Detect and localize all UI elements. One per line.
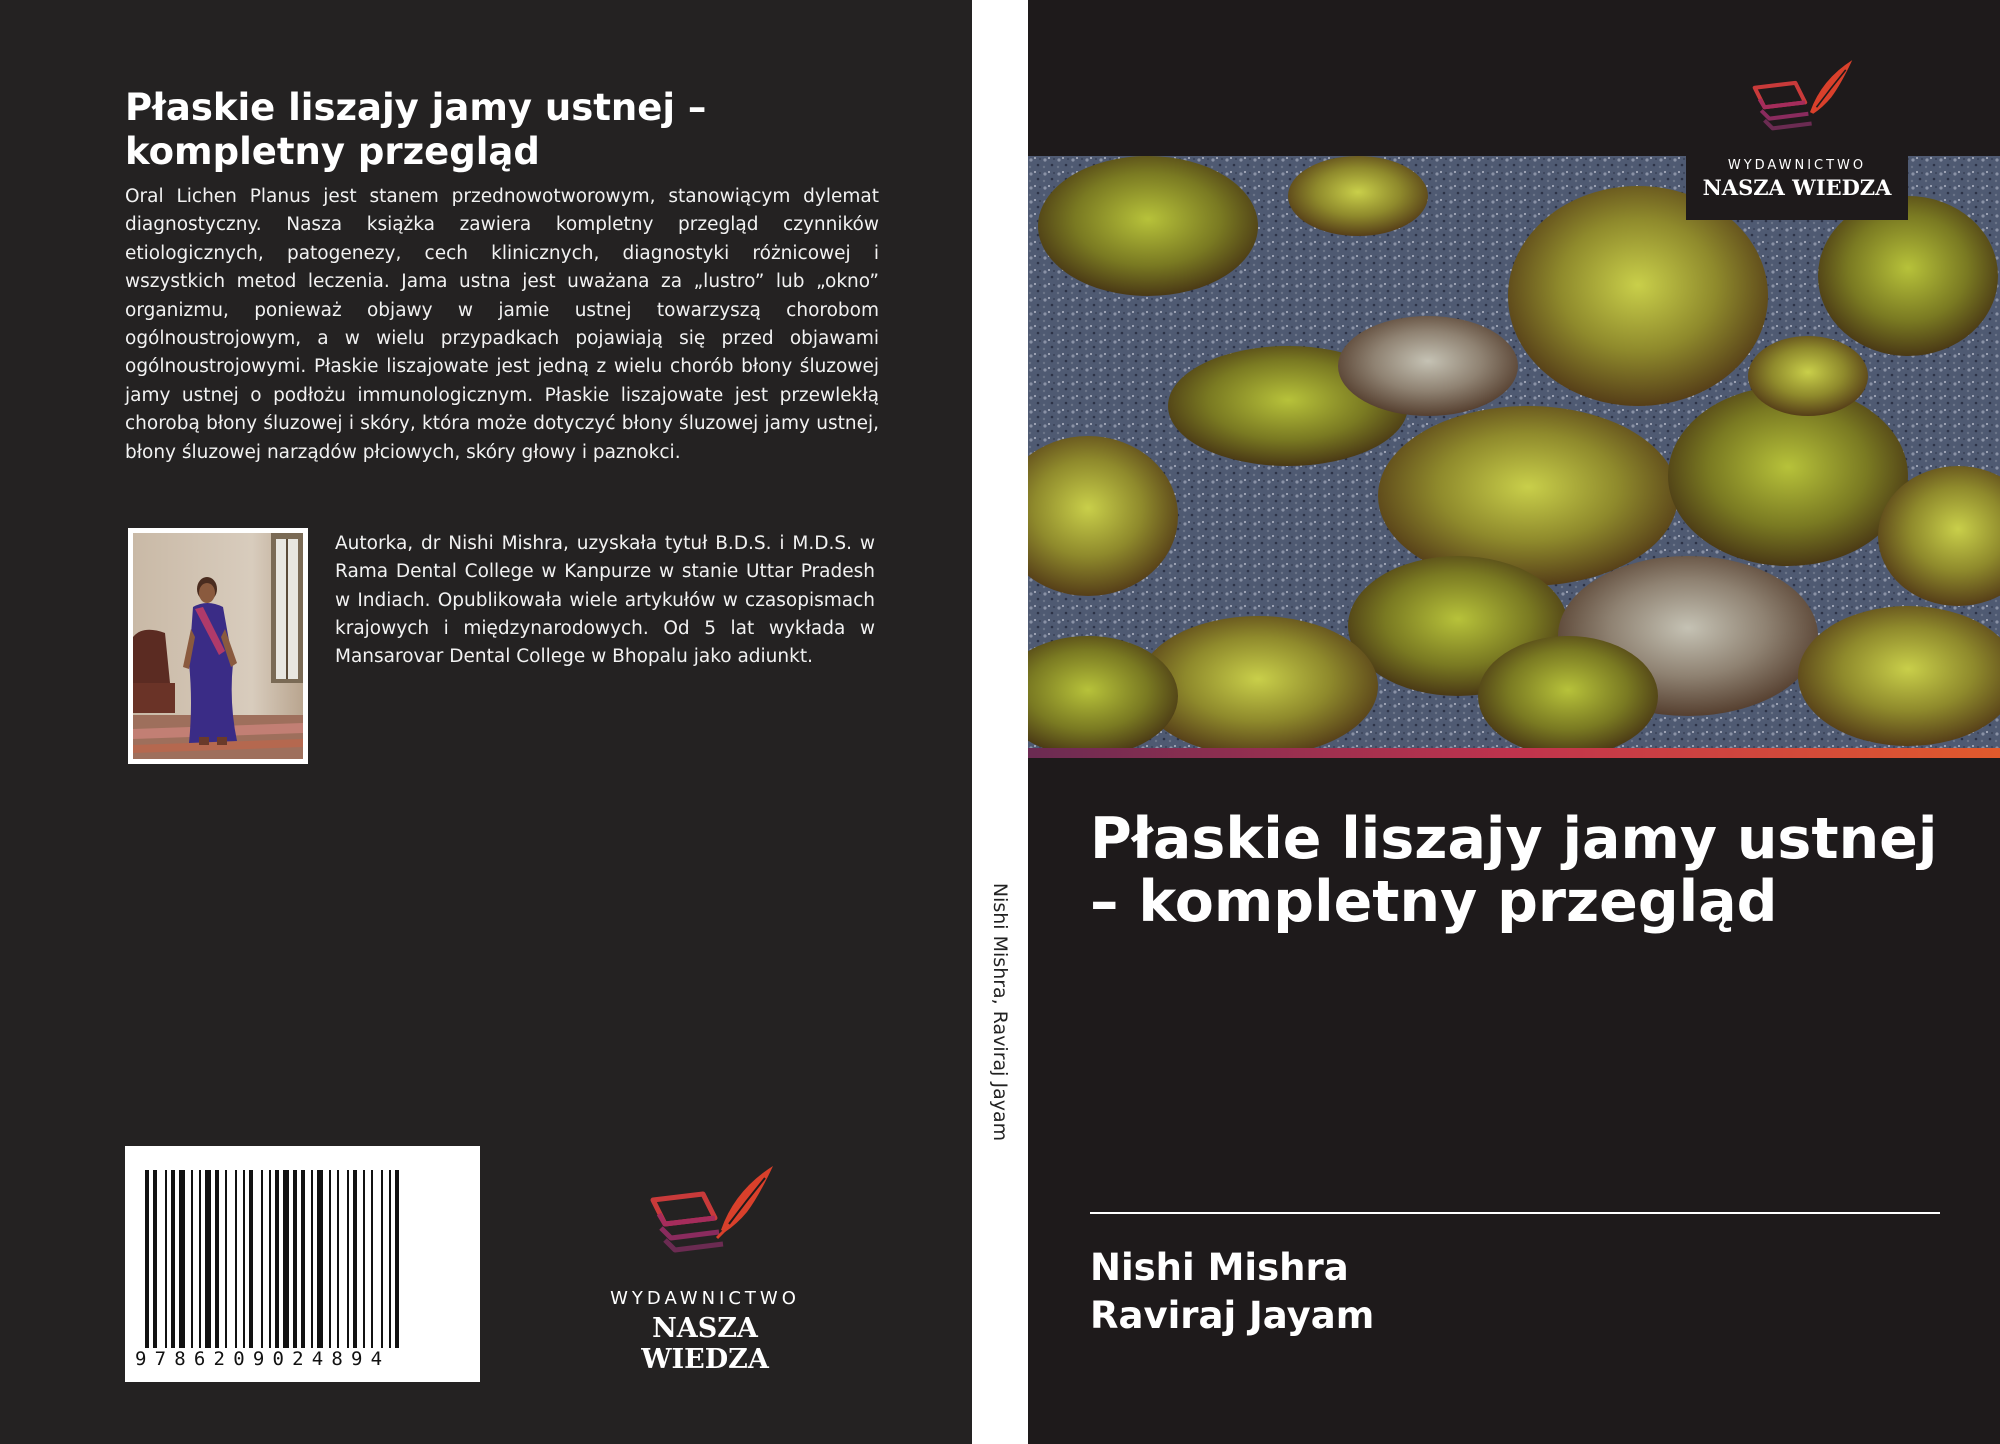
barcode-bar [249, 1170, 253, 1350]
moss-cover-photo [1028, 156, 2000, 748]
isbn-digits: 9786209024894 [135, 1348, 470, 1370]
moss-clump [1288, 156, 1428, 236]
barcode-bar [261, 1170, 263, 1350]
barcode-bar [235, 1170, 237, 1350]
front-publisher-logo [1686, 50, 1908, 220]
barcode-bar [381, 1170, 383, 1350]
moss-clump [1378, 406, 1678, 586]
barcode-bar [269, 1170, 271, 1366]
author-portrait-image [133, 533, 303, 759]
front-title-line-1: Płaskie liszajy jamy ustnej [1090, 806, 1938, 872]
author-name-1: Nishi Mishra [1090, 1246, 1349, 1289]
author-photo [128, 528, 308, 764]
barcode-bar [283, 1170, 289, 1350]
front-logo-brand: NASZA WIEDZA [1702, 175, 1892, 200]
back-cover [0, 0, 972, 1444]
back-logo-brand: NASZA WIEDZA [641, 1313, 769, 1375]
barcode-bar [225, 1170, 227, 1350]
barcode-bar [199, 1170, 201, 1350]
barcode-bar [293, 1170, 297, 1350]
barcode-bar [171, 1170, 175, 1350]
front-logo-word: WYDAWNICTWO [1727, 158, 1867, 173]
barcode-bar [301, 1170, 305, 1350]
barcode-bar [165, 1170, 167, 1350]
front-authors [1090, 1244, 1940, 1340]
barcode-bar [153, 1170, 157, 1366]
moss-clump [1338, 316, 1518, 416]
isbn-barcode [125, 1146, 480, 1382]
barcode-bar [275, 1170, 279, 1366]
barcode-bar [353, 1170, 357, 1350]
author-name-2: Raviraj Jayam [1090, 1294, 1375, 1337]
spine-authors: Nishi Mishra, Raviraj Jayam [989, 882, 1011, 1142]
front-cover [1028, 0, 2000, 1444]
barcode-bar [145, 1170, 149, 1366]
back-title-line-1: Płaskie liszajy jamy ustnej – [125, 86, 707, 129]
back-logo-word: WYDAWNICTWO [610, 1288, 800, 1309]
moss-clump [1748, 336, 1868, 416]
barcode-bar [311, 1170, 313, 1350]
title-divider [1090, 1212, 1940, 1214]
back-title-line-2: kompletny przegląd [125, 130, 540, 173]
barcode-icon [125, 1146, 480, 1382]
front-cover-title [1090, 808, 1970, 934]
moss-clump [1818, 196, 1998, 356]
barcode-bar [179, 1170, 185, 1350]
barcode-bar [243, 1170, 245, 1350]
accent-stripe [1028, 748, 2000, 758]
front-title-line-2: – kompletny przegląd [1090, 869, 1778, 935]
barcode-bar [205, 1170, 211, 1350]
barcode-bar [317, 1170, 323, 1350]
barcode-bar [215, 1170, 219, 1350]
barcode-bar [191, 1170, 193, 1350]
barcode-bar [389, 1170, 391, 1366]
moss-clump [1038, 156, 1258, 296]
spine [972, 0, 1028, 1444]
barcode-bar [395, 1170, 399, 1366]
barcode-bar [347, 1170, 349, 1350]
barcode-bar [337, 1170, 339, 1350]
book-description: Oral Lichen Planus jest stanem przednowotworowym, stanowiącym dylemat diagnostyczny. Nasza książka zawiera kompletny przegląd czynników etiologicznych, patogenezy, cech klinicznych, diagnostyki różnicowej i wszystkich metod leczenia. Jama ustna jest uważana za „lustro” lub „okno” organizmu, ponieważ objawy w jamie ustnej towarzyszą chorobom ogólnoustrojowym, a w wielu przypadkach pojawiają się przed objawami ogólnoustrojowymi. Płaskie liszajowate jest jedną z wielu chorób błony śluzowej jamy ustnej o podłożu immunologicznym. Płaskie liszajowate jest przewlekłą chorobą błony śluzowej i skóry, która może dotyczyć błony śluzowej jamy ustnej, błony śluzowej narządów płciowych, skóry głowy i paznokci. [125, 186, 879, 463]
books-and-quill-icon [625, 1160, 785, 1280]
back-publisher-logo [585, 1160, 825, 1375]
barcode-bar [329, 1170, 331, 1350]
books-and-quill-icon [1732, 54, 1862, 154]
barcode-bar [371, 1170, 373, 1350]
barcode-bar [363, 1170, 365, 1350]
author-bio: Autorka, dr Nishi Mishra, uzyskała tytuł B.D.S. i M.D.S. w Rama Dental College w Kanpurze w stanie Uttar Pradesh w Indiach. Opublikowała wiele artykułów w czasopismach krajowych i międzynarodowych. Od 5 lat wykłada w Mansarovar Dental College w Bhopalu jako adiunkt. [335, 533, 875, 668]
back-cover-title [125, 86, 885, 174]
